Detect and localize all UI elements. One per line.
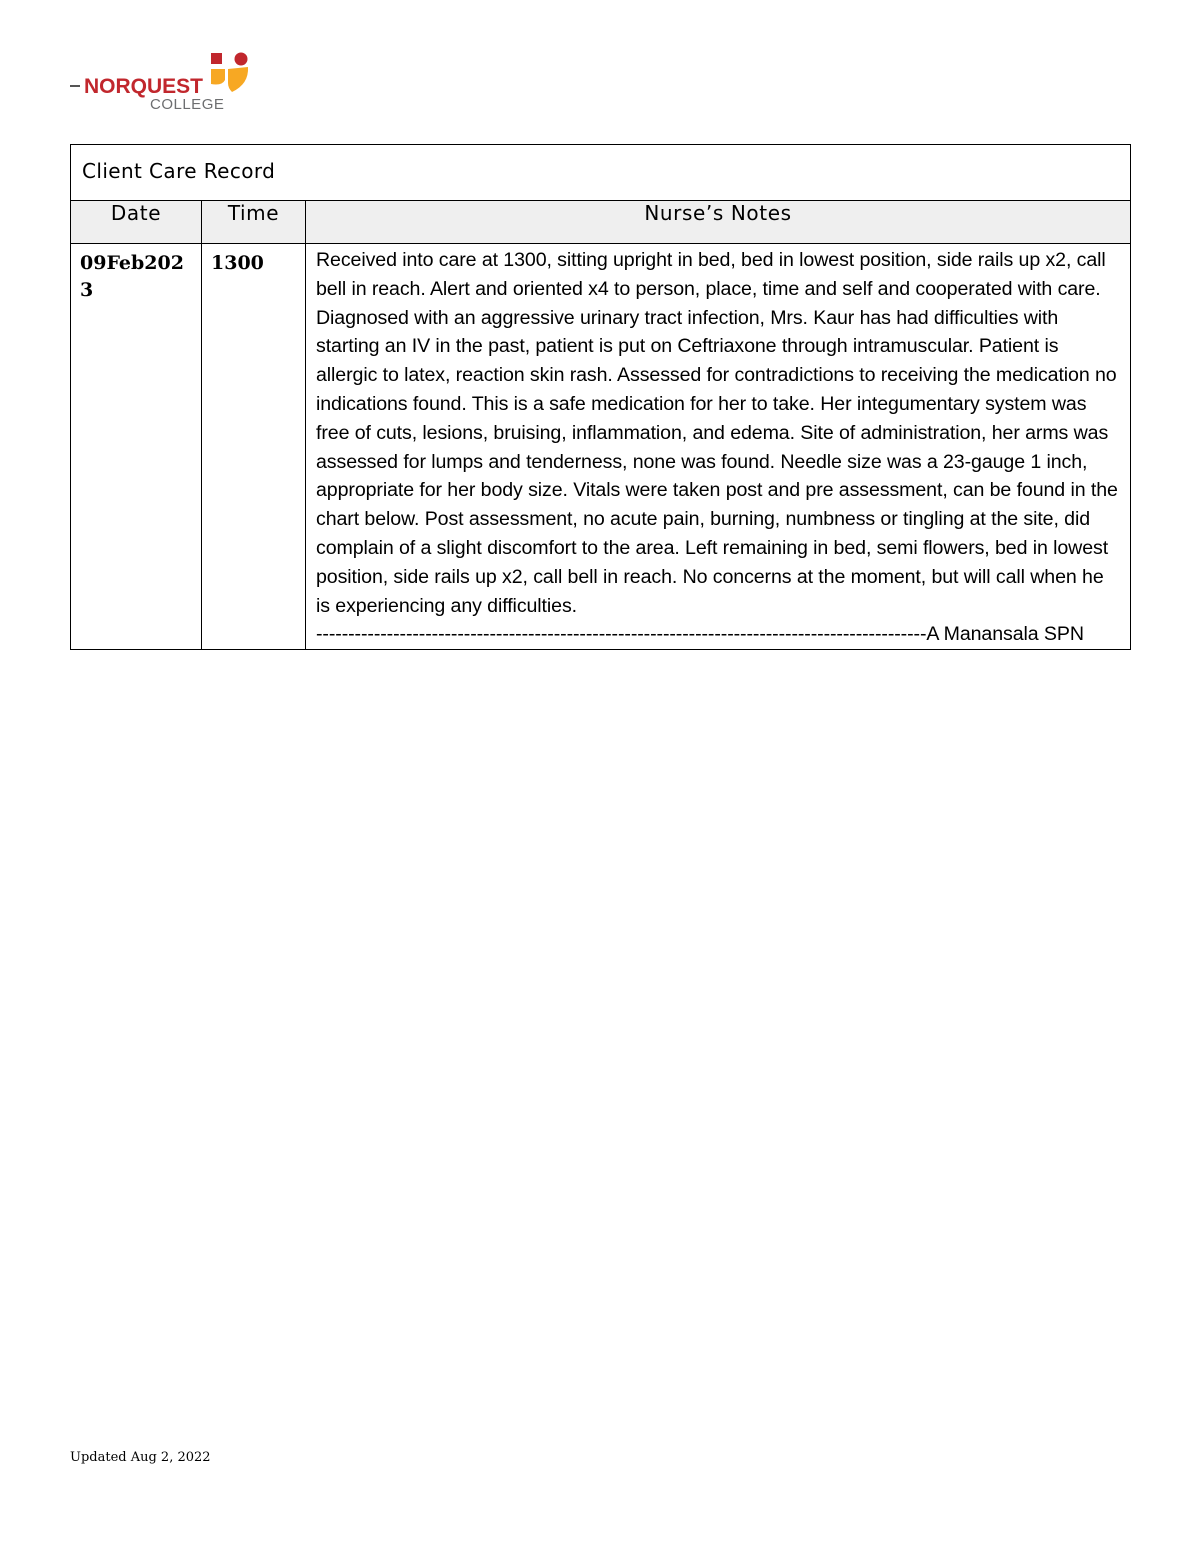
notes-header: Nurse’s Notes bbox=[306, 201, 1131, 244]
entry-date: 09Feb2023 bbox=[71, 244, 202, 650]
time-header: Time bbox=[202, 201, 306, 244]
logo-red-circle bbox=[235, 53, 248, 66]
footer-updated: Updated Aug 2, 2022 bbox=[70, 1450, 211, 1465]
entry-signature: -----------------------------------------------------------------------------------------------A Manansala SPN bbox=[316, 623, 1084, 646]
table-row bbox=[71, 244, 1131, 650]
client-care-record-table bbox=[70, 144, 1131, 650]
header-row bbox=[71, 201, 1131, 244]
norquest-logo bbox=[70, 50, 260, 114]
date-header: Date bbox=[71, 201, 202, 244]
entry-notes-cell bbox=[306, 244, 1131, 650]
table-title: Client Care Record bbox=[71, 145, 1131, 201]
logo-orange-left bbox=[211, 69, 225, 85]
logo-red-square bbox=[211, 53, 222, 64]
entry-time: 1300 bbox=[202, 244, 306, 650]
entry-notes: Received into care at 1300, sitting upright in bed, bed in lowest position, side rails up x2, call bell in reach. Alert and oriented x4 to person, place, time and self and cooperated with care. Diagnosed with an aggressive urinary tract infection, Mrs. Kaur has had difficulties with starting an IV in the past, patient is put on Ceftriaxone through intramuscular. Patient is allergic to latex, reaction skin rash. Assessed for contradictions to receiving the medication no indications found. This is a safe medication for her to take. Her integumentary system was free of cuts, lesions, bruising, inflammation, and edema. Site of administration, her arms was assessed for lumps and tenderness, none was found. Needle size was a 23-gauge 1 inch, appropriate for her body size. Vitals were taken post and pre assessment, can be found in the chart below. Post assessment, no acute pain, burning, numbness or tingling at the site, did complain of a slight discomfort to the area. Left remaining in bed, semi flowers, bed in lowest position, side rails up x2, call bell in reach. No concerns at the moment, but will call when he is experiencing any difficulties. bbox=[316, 249, 1118, 617]
logo-sub: COLLEGE bbox=[150, 96, 225, 113]
logo-name: NORQUEST bbox=[84, 75, 204, 98]
